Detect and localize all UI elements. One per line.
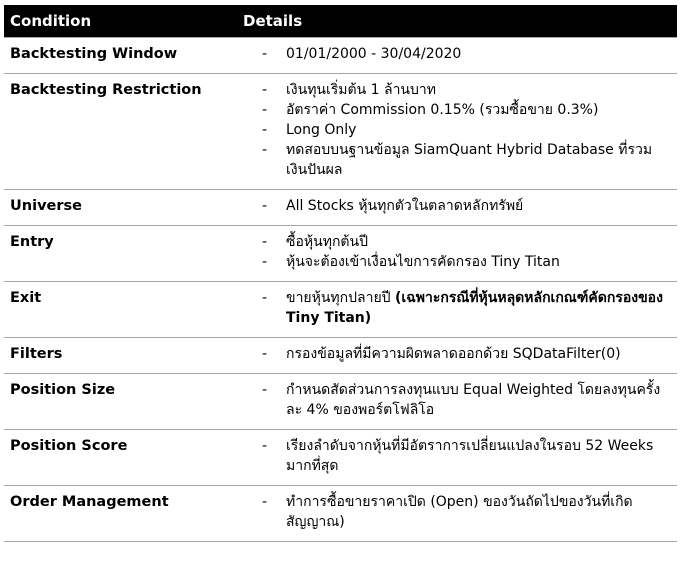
list-item [234,252,677,272]
details-cell [234,430,677,486]
condition-cell: Universe [4,190,234,226]
item-text [286,436,677,476]
condition-cell: Backtesting Window [4,38,234,74]
details-list [234,288,677,328]
item-text [286,288,677,328]
dash-bullet: - [262,290,268,306]
table-row [4,190,677,226]
condition-cell: Backtesting Restriction [4,74,234,190]
condition-cell: Entry [4,226,234,282]
header-row [4,5,677,38]
details-cell [234,74,677,190]
item-text-plain: อัตราค่า Commission 0.15% (รวมซื้อขาย 0.3%) [286,102,599,118]
conditions-table [4,5,677,542]
table-row [4,38,677,74]
details-list [234,80,677,180]
item-text [286,196,677,216]
table-row [4,226,677,282]
details-list [234,232,677,272]
details-list [234,44,677,64]
item-text-plain: ขายหุ้นทุกปลายปี [286,290,391,306]
item-text [286,380,677,420]
condition-cell: Filters [4,338,234,374]
item-text-bold: (เฉพาะกรณีที่หุ้นหลุดหลักเกณฑ์คัดกรองของ Tiny Titan) [286,290,663,326]
list-item [234,344,677,364]
dash-bullet: - [262,254,268,270]
table-row [4,486,677,542]
item-text-plain: Long Only [286,122,357,138]
item-text [286,100,677,120]
dash-bullet: - [262,494,268,510]
item-text [286,232,677,252]
item-text [286,80,677,100]
list-item [234,80,677,100]
item-text [286,120,677,140]
item-text [286,140,677,180]
condition-cell: Order Management [4,486,234,542]
list-item [234,196,677,216]
dash-bullet: - [262,438,268,454]
list-item [234,288,677,328]
dash-bullet: - [262,346,268,362]
dash-bullet: - [262,82,268,98]
item-text-plain: เงินทุนเริ่มต้น 1 ล้านบาท [286,82,436,98]
list-item [234,100,677,120]
item-text-plain: กรองข้อมูลที่มีความผิดพลาดออกด้วย SQDataFilter(0) [286,346,621,362]
item-text [286,492,677,532]
list-item [234,140,677,180]
details-cell [234,38,677,74]
details-cell [234,374,677,430]
condition-cell: Position Size [4,374,234,430]
table-row [4,282,677,338]
condition-cell: Exit [4,282,234,338]
details-cell [234,226,677,282]
list-item [234,120,677,140]
item-text [286,44,677,64]
table-row [4,374,677,430]
table-row [4,338,677,374]
details-cell [234,282,677,338]
item-text-plain: ทำการซื้อขายราคาเปิด (Open) ของวันถัดไปของวันที่เกิดสัญญาณ) [286,494,633,530]
dash-bullet: - [262,122,268,138]
details-list [234,196,677,216]
details-list [234,492,677,532]
item-text-plain: ทดสอบบนฐานข้อมูล SiamQuant Hybrid Database ที่รวมเงินปันผล [286,142,653,178]
details-list [234,344,677,364]
details-list [234,436,677,476]
condition-cell: Position Score [4,430,234,486]
item-text-plain: หุ้นจะต้องเข้าเงื่อนไขการคัดกรอง Tiny Titan [286,254,560,270]
table-row [4,430,677,486]
item-text [286,252,677,272]
dash-bullet: - [262,382,268,398]
list-item [234,380,677,420]
list-item [234,492,677,532]
item-text-plain: ซื้อหุ้นทุกต้นปี [286,234,368,250]
dash-bullet: - [262,234,268,250]
list-item [234,232,677,252]
item-text-plain: All Stocks หุ้นทุกตัวในตลาดหลักทรัพย์ [286,198,524,214]
table-row [4,74,677,190]
details-list [234,380,677,420]
details-cell [234,190,677,226]
list-item [234,436,677,476]
details-cell [234,486,677,542]
dash-bullet: - [262,46,268,62]
header-details: Details [234,5,677,38]
dash-bullet: - [262,102,268,118]
item-text-plain: เรียงลำดับจากหุ้นที่มีอัตราการเปลี่ยนแปลงในรอบ 52 Weeks มากที่สุด [286,438,654,474]
dash-bullet: - [262,142,268,158]
dash-bullet: - [262,198,268,214]
details-cell [234,338,677,374]
item-text [286,344,677,364]
list-item [234,44,677,64]
header-condition: Condition [4,5,234,38]
item-text-plain: 01/01/2000 - 30/04/2020 [286,46,462,62]
item-text-plain: กำหนดสัดส่วนการลงทุนแบบ Equal Weighted โดยลงทุนครั้งละ 4% ของพอร์ตโฟลิโอ [286,382,661,418]
